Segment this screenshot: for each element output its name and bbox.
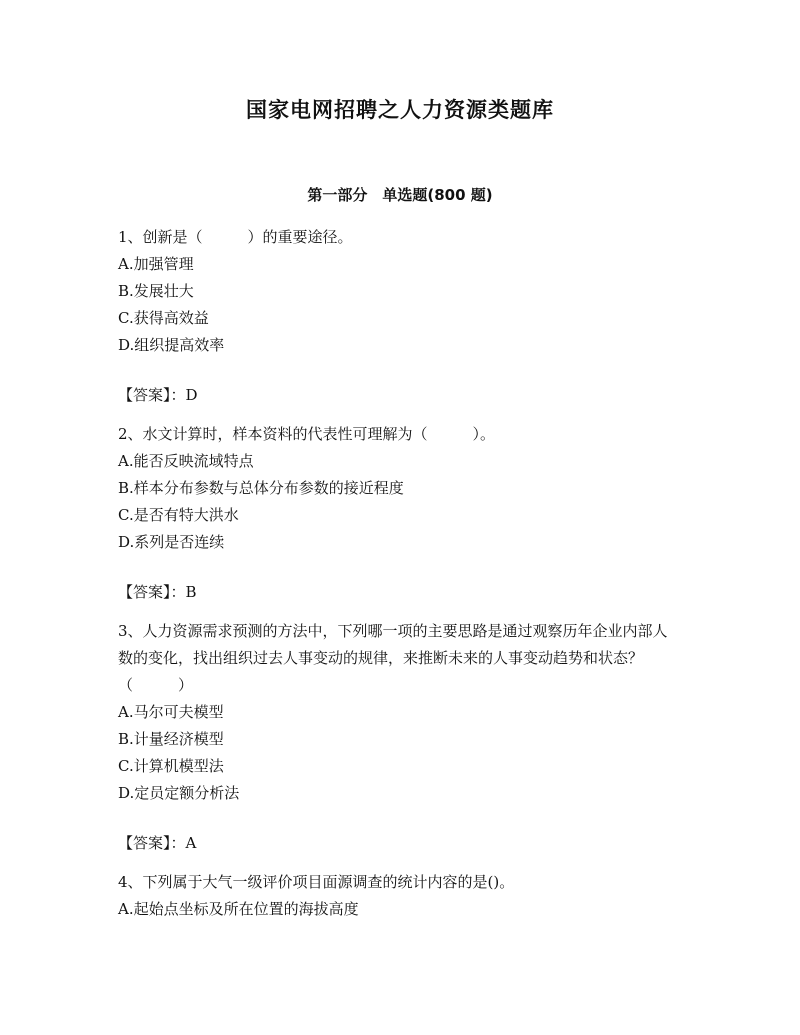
answer-label: 【答案】： xyxy=(118,386,186,404)
question-3 xyxy=(118,618,678,857)
answer-line xyxy=(118,830,678,857)
answer-line xyxy=(118,382,678,409)
question-stem: 1、创新是（ ）的重要途径。 xyxy=(118,228,353,246)
question-option: B.计量经济模型 xyxy=(118,730,224,748)
question-option: C.计算机模型法 xyxy=(118,757,224,775)
answer-value: B xyxy=(185,583,197,601)
question-option: B.样本分布参数与总体分布参数的接近程度 xyxy=(118,479,404,497)
question-option: B.发展壮大 xyxy=(118,282,194,300)
answer-label: 【答案】： xyxy=(118,834,186,852)
question-option: A.加强管理 xyxy=(118,255,194,273)
question-1 xyxy=(118,224,678,409)
question-option: C.获得高效益 xyxy=(118,309,209,327)
section-title: 第一部分 单选题(800 题) xyxy=(307,186,493,204)
question-option: D.定员定额分析法 xyxy=(118,784,240,802)
question-option: C.是否有特大洪水 xyxy=(118,506,239,524)
answer-value: A xyxy=(185,834,197,852)
question-stem: 3、人力资源需求预测的方法中，下列哪一项的主要思路是通过观察历年企业内部人数的变化，找出组织过去人事变动的规律，来推断未来的人事变动趋势和状态？（ ） xyxy=(118,622,668,694)
document-title: 国家电网招聘之人力资源类题库 xyxy=(246,98,554,122)
question-option: A.马尔可夫模型 xyxy=(118,703,224,721)
question-option: A.能否反映流域特点 xyxy=(118,452,254,470)
question-stem: 4、下列属于大气一级评价项目面源调查的统计内容的是()。 xyxy=(118,873,515,891)
answer-label: 【答案】： xyxy=(118,583,186,601)
question-option: A.起始点坐标及所在位置的海拔高度 xyxy=(118,900,359,918)
question-option: D.组织提高效率 xyxy=(118,336,225,354)
question-list xyxy=(118,224,678,923)
question-2 xyxy=(118,421,678,606)
question-stem: 2、水文计算时，样本资料的代表性可理解为（ ）。 xyxy=(118,425,496,443)
question-4 xyxy=(118,869,678,923)
answer-line xyxy=(118,579,678,606)
question-option: D.系列是否连续 xyxy=(118,533,225,551)
answer-value: D xyxy=(185,386,198,404)
